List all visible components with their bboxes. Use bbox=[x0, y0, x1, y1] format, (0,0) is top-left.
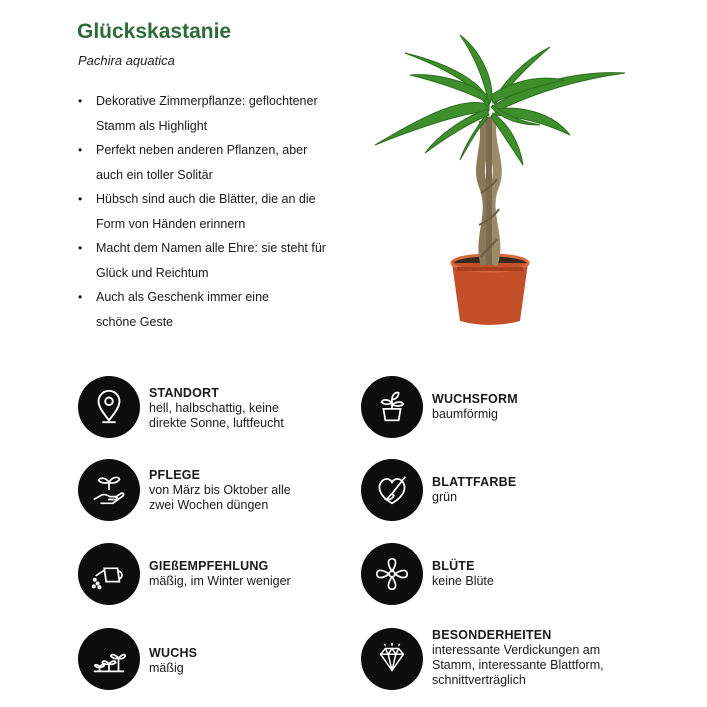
feature-label: PFLEGE bbox=[149, 468, 201, 482]
feature-wuchsform bbox=[361, 376, 518, 438]
diamond-icon bbox=[361, 628, 423, 690]
feature-label: WUCHSFORM bbox=[432, 392, 518, 406]
product-title: Glückskastanie bbox=[77, 20, 232, 43]
feature-value: baumförmig bbox=[432, 407, 498, 421]
feature-giessempfehlung bbox=[78, 543, 291, 605]
list-item: • Macht dem Namen alle Ehre: sie steht für Glück und Reichtum bbox=[78, 236, 368, 285]
feature-standort bbox=[78, 376, 284, 438]
feature-value: interessante Verdickungen am bbox=[432, 643, 601, 657]
feature-value: mäßig, im Winter weniger bbox=[149, 574, 291, 588]
hand-sprout-icon bbox=[78, 459, 140, 521]
watering-can-icon bbox=[78, 543, 140, 605]
feature-label: GIEßEMPFEHLUNG bbox=[149, 559, 269, 573]
botanical-name: Pachira aquatica bbox=[78, 53, 175, 68]
feature-label: BLATTFARBE bbox=[432, 475, 517, 489]
feature-value: mäßig bbox=[149, 661, 184, 675]
seedlings-icon bbox=[78, 628, 140, 690]
feature-value: zwei Wochen düngen bbox=[149, 498, 269, 512]
feature-value: von März bis Oktober alle bbox=[149, 483, 291, 497]
feature-besonderheiten bbox=[361, 628, 604, 690]
list-item: • Dekorative Zimmerpflanze: geflochtener Stamm als Highlight bbox=[78, 89, 368, 138]
feature-wuchs bbox=[78, 628, 197, 690]
feature-value: hell, halbschattig, keine bbox=[149, 401, 279, 415]
location-pin-icon bbox=[78, 376, 140, 438]
list-item: • Perfekt neben anderen Pflanzen, aber auch ein toller Solitär bbox=[78, 138, 368, 187]
feature-list bbox=[78, 89, 368, 334]
feature-label: WUCHS bbox=[149, 646, 198, 660]
plant-image bbox=[365, 25, 635, 330]
feature-label: STANDORT bbox=[149, 386, 220, 400]
potted-plant-icon bbox=[361, 376, 423, 438]
feature-label: BLÜTE bbox=[432, 559, 475, 573]
feature-value: grün bbox=[432, 490, 458, 504]
feature-blattfarbe bbox=[361, 459, 516, 521]
feature-bluete bbox=[361, 543, 494, 605]
feature-value: keine Blüte bbox=[432, 574, 494, 588]
leaf-brush-icon bbox=[361, 459, 423, 521]
feature-value: Stamm, interessante Blattform, bbox=[432, 658, 604, 672]
feature-value: schnittverträglich bbox=[432, 673, 526, 687]
feature-pflege bbox=[78, 459, 291, 521]
feature-value: direkte Sonne, luftfeucht bbox=[149, 416, 284, 430]
list-item: • Auch als Geschenk immer eine schöne Geste bbox=[78, 285, 368, 334]
flower-icon bbox=[361, 543, 423, 605]
feature-label: BESONDERHEITEN bbox=[432, 628, 552, 642]
list-item: • Hübsch sind auch die Blätter, die an die Form von Händen erinnern bbox=[78, 187, 368, 236]
